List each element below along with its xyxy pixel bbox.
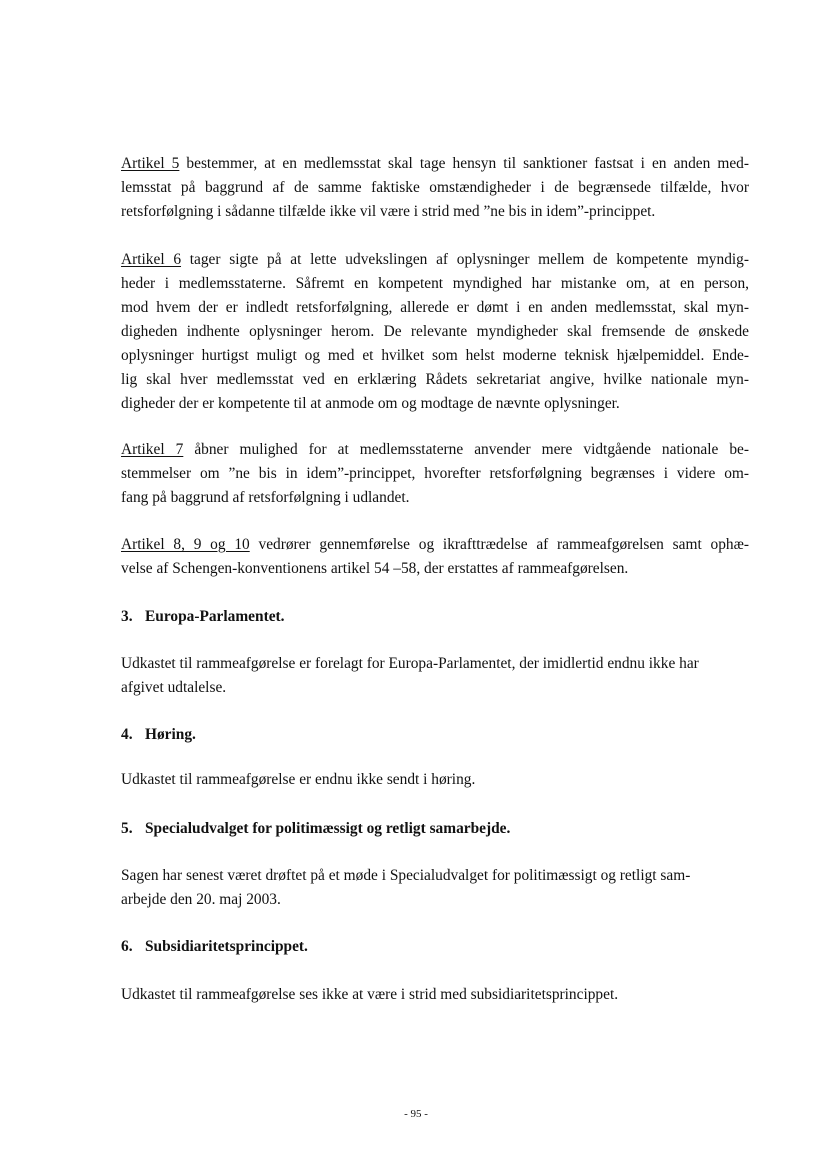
paragraph-line: heder i medlemsstaterne. Såfremt en kompetent myndighed har mistanke om, at en person, — [121, 275, 749, 292]
section-title: Europa-Parlamentet. — [145, 608, 285, 625]
section-number: 3. — [121, 608, 133, 625]
paragraph-line: mod hvem der er indledt retsforfølgning, allerede er dømt i en anden medlemsstat, skal myn- — [121, 299, 749, 316]
paragraph-text: tager sigte på at lette udvekslingen af oplysninger mellem de kompetente myndig- — [181, 251, 749, 268]
artikel-8-9-10-link[interactable]: Artikel 8, 9 og 10 — [121, 536, 250, 553]
paragraph-line — [121, 533, 749, 557]
section-6-heading — [121, 935, 749, 959]
paragraph-text: åbner mulighed for at medlemsstaterne anvender mere vidtgående nationale be- — [183, 441, 749, 458]
section-title: Subsidiaritetsprincippet. — [145, 938, 308, 955]
section-number: 4. — [121, 726, 133, 743]
paragraph-line: digheder der er kompetente til at anmode om og modtage de nævnte oplysninger. — [121, 395, 620, 412]
section-number: 6. — [121, 938, 133, 955]
paragraph-line — [121, 248, 749, 272]
artikel-7-link[interactable]: Artikel 7 — [121, 441, 184, 458]
paragraph-line: digheden indhente oplysninger herom. De relevante myndigheder skal fremsende de ønskede — [121, 323, 749, 340]
section-6-body — [121, 983, 749, 1007]
paragraph-line: lig skal hver medlemsstat ved en erklæring Rådets sekretariat angive, hvilke nationale myn- — [121, 371, 749, 388]
paragraph-line: lemsstat på baggrund af de samme faktiske omstændigheder i de begrænsede tilfælde, hvor — [121, 179, 749, 196]
artikel-6-link[interactable]: Artikel 6 — [121, 251, 182, 268]
section-title: Specialudvalget for politimæssigt og retligt samarbejde. — [145, 820, 511, 837]
section-4-heading — [121, 723, 749, 747]
paragraph-text: bestemmer, at en medlemsstat skal tage hensyn til sanktioner fastsat i en anden med- — [179, 155, 749, 172]
paragraph-artikel-7 — [121, 438, 749, 510]
paragraph-line: velse af Schengen-konventionens artikel 54 –58, der erstattes af rammeafgørelsen. — [121, 560, 629, 577]
paragraph-line: Udkastet til rammeafgørelse er forelagt for Europa-Parlamentet, der imidlertid endnu ikke har — [121, 655, 699, 672]
section-title: Høring. — [145, 726, 196, 743]
artikel-5-link[interactable]: Artikel 5 — [121, 155, 180, 172]
section-4-body — [121, 768, 749, 792]
section-number: 5. — [121, 820, 133, 837]
paragraph-line: Udkastet til rammeafgørelse ses ikke at være i strid med subsidiaritetsprincippet. — [121, 986, 619, 1003]
paragraph-line: retsforfølgning i sådanne tilfælde ikke vil være i strid med ”ne bis in idem”-princippet. — [121, 203, 656, 220]
paragraph-line: afgivet udtalelse. — [121, 679, 227, 696]
page-number: - 95 - — [404, 1108, 428, 1120]
paragraph-line: oplysninger hurtigst muligt og med et hvilket som helst moderne teknisk hjælpemiddel. Ende- — [121, 347, 749, 364]
paragraph-line: fang på baggrund af retsforfølgning i udlandet. — [121, 489, 410, 506]
paragraph-artikel-5 — [121, 152, 749, 224]
section-3-body — [121, 652, 749, 700]
paragraph-line: arbejde den 20. maj 2003. — [121, 891, 281, 908]
paragraph-line: Udkastet til rammeafgørelse er endnu ikke sendt i høring. — [121, 771, 476, 788]
paragraph-text: vedrører gennemførelse og ikrafttrædelse af rammeafgørelsen samt ophæ- — [249, 536, 749, 553]
section-5-heading — [121, 817, 749, 841]
paragraph-line — [121, 152, 749, 176]
paragraph-line: stemmelser om ”ne bis in idem”-princippet, hvorefter retsforfølgning begrænses i videre om- — [121, 465, 749, 482]
paragraph-line: Sagen har senest været drøftet på et møde i Specialudvalget for politimæssigt og retligt sam- — [121, 867, 691, 884]
section-5-body — [121, 864, 749, 912]
paragraph-line — [121, 438, 749, 462]
paragraph-artikel-8-9-10 — [121, 533, 749, 581]
paragraph-artikel-6 — [121, 248, 749, 416]
section-3-heading — [121, 605, 749, 629]
